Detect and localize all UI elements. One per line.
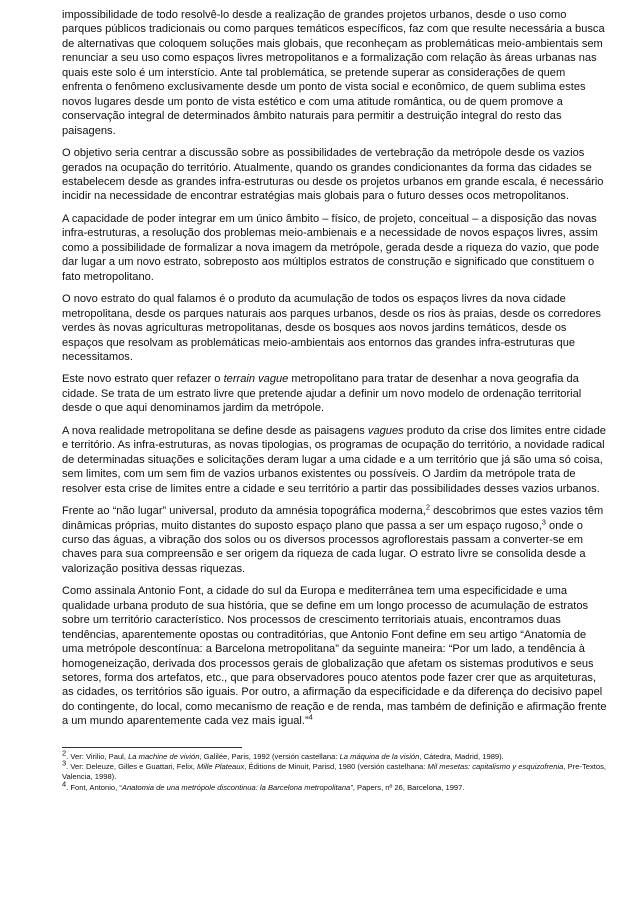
footnote-4-title: Anatomia de una metrópole discontinua: la Barcelona metropolitana” xyxy=(121,782,353,792)
footnote-2-text-c: , Cátedra, Madrid, 1989). xyxy=(419,751,504,761)
footnote-3-text-a: . Ver: Deleuze, Gilles e Guattari, Felix, xyxy=(66,762,198,772)
footnote-4-text-a: . Font, Antonio, “ xyxy=(66,782,122,792)
footnote-3-text-c: , Pre-Textos, Valencia, 1998). xyxy=(62,762,607,782)
paragraph-3: A capacidade de poder integrar em um único âmbito – físico, de projeto, conceitual – a disposição das novas infra-estruturas, a resolução dos problemas meio-ambienais e a necessidade de novos espaços livres, assim como a possibilidade de formalizar a nova imagem da metrópole, gerada desde a riqueza do vazio, que pode dar lugar a um novo estrato, sobreposto aos múltiplos estratos de construção e significado que constituem o fato metropolitano. xyxy=(62,212,600,283)
footnotes xyxy=(62,748,608,792)
paragraph-6-text-b: produto da crise dos limites entre cidade e território. As infra-estruturas, as novas tipologias, os programas de ocupação do território, a novidade radical de determinadas situações e solicitações deram lugar a uma cidade e a um território que já são uma só coisa, sem limites, com um sem fim de vazios urbanos existentes ou possíveis. O Jardim da metrópole trata de resolver esta crise de limites entre a cidade e seu território a partir das possibilidades desses vazios urbanos. xyxy=(62,424,606,495)
paragraph-8 xyxy=(62,584,608,729)
paragraph-6-emphasis: vagues xyxy=(367,424,404,437)
paragraph-5-text-b: metropolitano para tratar de desenhar a nova geografia da cidade. Se trata de um estrato livre que pretende ajudar a definir um novo modelo de ordenação territorial desde o que aqui denominamos jardim da metrópole. xyxy=(62,373,582,415)
footnote-2-title: La machine de vivión xyxy=(128,751,200,761)
footnote-ref-3: 3 xyxy=(541,516,546,526)
footnote-2 xyxy=(62,748,608,762)
paragraph-4: O novo estrato do qual falamos é o produto da acumulação de todos os espaços livres da nova cidade metropolitana, desde os parques naturais aos parques urbanos, desde os rios às praias, desde os corredores verdes às novas agriculturas metropolitanas, desde os bosques aos novos jardins temáticos, desde os espaços que resolvam as problemáticas meio-ambientais aos entornos das grandes infra-estruturas que necessitamos. xyxy=(62,293,601,363)
paragraph-8-text: Como assinala Antonio Font, a cidade do sul da Europa e mediterrânea tem uma especificidade e uma qualidade urbana produto de sua história, que se define em um longo processo de acumulação de estratos sobre um território característico. Nos processos de crescimento territoriais atuais, encontramos duas tendências, aparentemente opostas ou contraditórias, que Antonio Font define em seu artigo “Anatomia de uma metrópole descontínua: a Barcelona metropolitana” da seguinte maneira: “Por um lado, a tendência à homogeneização, derivada dos processos gerais de globalização que afetam os sistemas produtivos e seus setores, forma dos artefatos, etc., que para observadores pouco atentos pode fazer crer que as arquiteturas, as cidades, os territórios são iguais. Por outro, a afirmação da especificidade e da diferença do decisivo papel do contingente, do local, como mecanismo de reação e de renda, mas também de definição e afirmação frente a um mundo aparentemente cada vez mais igual.” xyxy=(62,585,607,728)
footnote-4-text-b: , Papers, nº 26, Barcelona, 1997. xyxy=(352,782,465,792)
paragraph-5 xyxy=(62,372,608,415)
paragraph-7-text-c: onde o curso das águas, a vibração dos solos ou os diversos processos agroflorestais passam a converter-se em chaves para sua compreensão e ser origem da riqueza de cada lugar. O estrato livre se consolida desde a valorização positiva dessas riquezas. xyxy=(62,519,586,575)
footnote-3-title-translation: Mil mesetas: capitalismo y esquizofrenia xyxy=(427,762,564,772)
paragraph-6 xyxy=(62,424,608,496)
paragraph-7 xyxy=(62,504,608,576)
footnote-3-text-b: , Éditions de Minuit, Parisd, 1980 (versión castelhana: xyxy=(244,762,428,772)
footnote-2-title-translation: La máquina de la visión xyxy=(339,751,420,761)
paragraph-2: O objetivo seria centrar a discussão sobre as possibilidades de vertebração da metrópole desde os vazios gerados na ocupação do território. Atualmente, quando os grandes condicionantes da forma das cidades se estabelecem desde as grandes infra-estruturas ou desde os projetos urbanos em grande escala, é necessário incidir na necessidade de encontrar estratégias mais globais para o futuro desses ocos metropolitanos. xyxy=(62,147,604,203)
paragraph-6-text-a: A nova realidade metropolitana se define desde as paisagens xyxy=(62,424,368,437)
footnote-2-number: 2 xyxy=(62,748,67,758)
footnote-ref-4: 4 xyxy=(308,712,313,722)
paragraph-7-text-a: Frente ao “não lugar” universal, produto da amnésia topográfica moderna, xyxy=(62,505,426,518)
footnote-4-number: 4 xyxy=(62,779,67,789)
paragraph-1: impossibilidade de todo resolvê-lo desde a realização de grandes projetos urbanos, desde o uso como parques públicos tradicionais ou como parques temáticos específicos, faz com que resulte necessária a busca de alternativas que coloquem soluções mais globais, que reconheçam as problemáticas meio-ambientais sem renunciar a seu uso como espaços livres metropolitanos e a formalização com relação às áreas urbanas nas quais este solo é um interstício. Ante tal problemática, se pretende superar as considerações de quem enfrenta o fenômeno exclusivamente desde um ponto de vista social e econômico, de quem sublima estes novos lugares desde um ponto de vista estético e com uma atitude romântica, ou de quem promove a conservação integral de determinados âmbito naturais para permitir a destruição integral do resto das paisagens. xyxy=(62,9,605,137)
footnote-2-text-b: , Galilée, Paris, 1992 (versión castellana: xyxy=(199,751,340,761)
footnote-3 xyxy=(62,758,608,782)
footnote-ref-2: 2 xyxy=(425,502,431,512)
footnote-2-text-a: . Ver: Virilio, Paul, xyxy=(66,751,129,761)
footnote-3-number: 3 xyxy=(62,758,67,768)
footnote-divider xyxy=(62,747,242,748)
paragraph-7-text-b: descobrimos que estes vazios têm dinâmicas próprias, muito distantes do suposto espaço plano que passa a ser um espaço rugoso, xyxy=(62,505,604,532)
paragraph-5-emphasis: terrain vague xyxy=(223,373,289,386)
paragraph-5-text-a: Este novo estrato quer refazer o xyxy=(62,373,224,386)
document-page xyxy=(62,8,608,793)
footnote-4 xyxy=(62,779,608,793)
footnote-3-title: Mille Plateaux xyxy=(197,762,245,772)
